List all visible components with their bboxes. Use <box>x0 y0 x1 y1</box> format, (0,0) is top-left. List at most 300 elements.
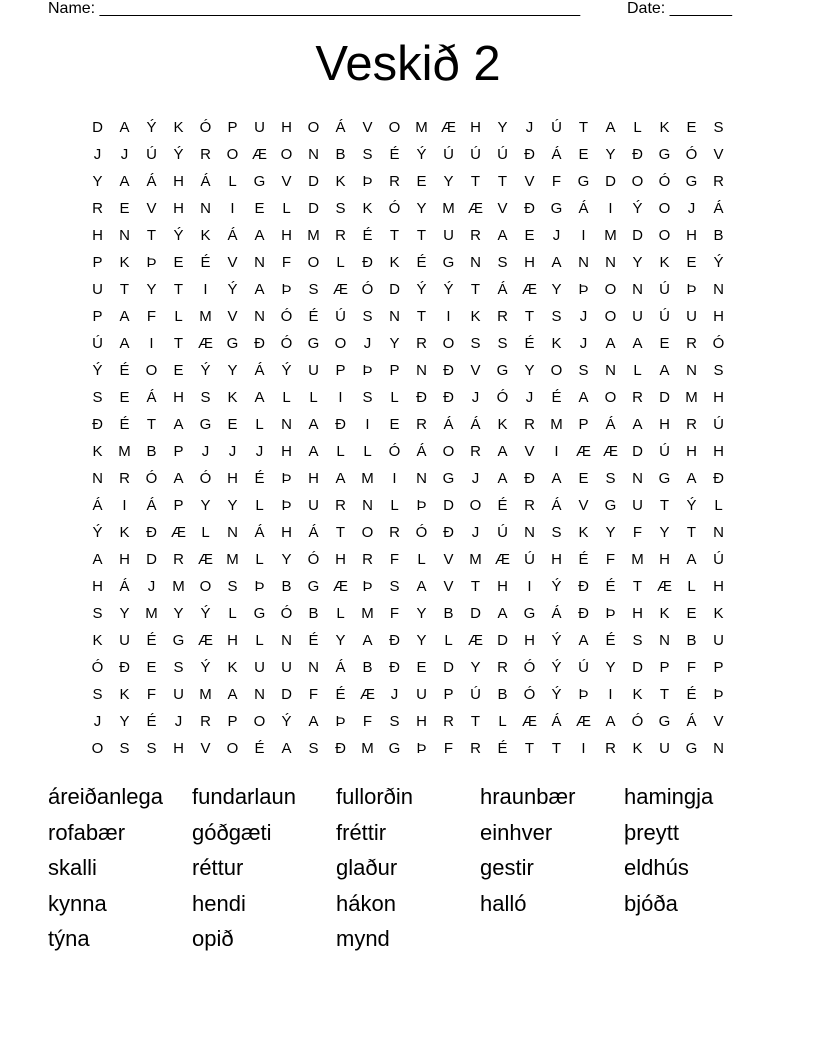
grid-letter: G <box>199 416 212 433</box>
grid-letter: R <box>362 551 373 568</box>
grid-letter: A <box>686 551 697 568</box>
grid-letter: N <box>92 470 103 487</box>
grid-letter: N <box>254 308 265 325</box>
grid-letter: O <box>307 119 320 136</box>
grid-letter: I <box>365 416 370 433</box>
grid-letter: J <box>228 443 237 460</box>
grid-letter: H <box>713 578 724 595</box>
grid-letter: S <box>551 524 562 541</box>
grid-letter: V <box>281 173 292 190</box>
grid-letter: F <box>551 173 562 190</box>
grid-letter: A <box>335 470 346 487</box>
grid-letter: F <box>389 605 400 622</box>
grid-letter: R <box>173 551 184 568</box>
grid-letter: T <box>470 578 481 595</box>
grid-letter: S <box>713 362 724 379</box>
grid-letter: U <box>416 686 427 703</box>
grid-letter: Ú <box>713 416 724 433</box>
grid-letter: J <box>147 578 156 595</box>
grid-letter: J <box>390 686 399 703</box>
grid-letter: P <box>335 362 346 379</box>
grid-letter: V <box>497 200 508 217</box>
grid-letter: J <box>579 335 588 352</box>
grid-letter: H <box>659 551 670 568</box>
grid-letter: Á <box>497 281 508 298</box>
grid-letter: É <box>119 416 130 433</box>
grid-letter: O <box>604 389 617 406</box>
grid-letter: V <box>443 578 454 595</box>
grid-letter: Ð <box>335 740 346 757</box>
grid-letter: K <box>659 254 670 271</box>
grid-letter: Ú <box>146 146 157 163</box>
grid-letter: R <box>335 227 346 244</box>
grid-letter: S <box>551 308 562 325</box>
grid-letter: G <box>577 173 590 190</box>
grid-letter: U <box>713 632 724 649</box>
grid-letter: U <box>308 497 319 514</box>
grid-letter: Ú <box>470 146 481 163</box>
grid-letter: I <box>392 470 397 487</box>
grid-letter: Y <box>659 524 670 541</box>
grid-letter: L <box>336 254 345 271</box>
grid-letter: I <box>608 200 613 217</box>
grid-letter: M <box>685 389 698 406</box>
grid-letter: Á <box>551 497 562 514</box>
grid-letter: Ó <box>280 605 293 622</box>
grid-letter: K <box>335 173 346 190</box>
grid-letter: A <box>686 470 697 487</box>
grid-letter: P <box>227 119 238 136</box>
grid-letter: Ð <box>416 389 427 406</box>
grid-letter: Ð <box>362 254 373 271</box>
grid-letter: M <box>550 416 563 433</box>
grid-letter: Y <box>605 146 616 163</box>
grid-letter: M <box>172 578 185 595</box>
grid-letter: M <box>199 686 212 703</box>
grid-letter: R <box>713 173 724 190</box>
grid-letter: G <box>253 173 266 190</box>
grid-letter: T <box>416 308 427 325</box>
grid-letter: K <box>92 632 103 649</box>
grid-letter: H <box>713 389 724 406</box>
grid-letter: H <box>551 551 562 568</box>
grid-letter: Ý <box>551 659 562 676</box>
grid-letter: H <box>227 632 238 649</box>
grid-letter: T <box>146 227 157 244</box>
grid-letter: V <box>470 362 481 379</box>
grid-letter: K <box>632 686 643 703</box>
grid-letter: Ó <box>415 524 428 541</box>
grid-letter: F <box>443 740 454 757</box>
grid-letter: R <box>686 416 697 433</box>
grid-letter: M <box>604 227 617 244</box>
grid-letter: N <box>632 281 643 298</box>
grid-letter: L <box>255 551 264 568</box>
grid-letter: L <box>228 173 237 190</box>
word-list-item: hendi <box>192 890 246 916</box>
grid-letter: J <box>93 713 102 730</box>
grid-letter: E <box>227 416 238 433</box>
grid-letter: Ó <box>388 200 401 217</box>
grid-letter: R <box>470 740 481 757</box>
grid-letter: A <box>119 308 130 325</box>
grid-letter: I <box>230 200 235 217</box>
grid-letter: Þ <box>146 254 157 271</box>
grid-letter: E <box>686 254 697 271</box>
grid-letter: N <box>578 254 589 271</box>
grid-letter: H <box>632 605 643 622</box>
grid-letter: B <box>362 659 373 676</box>
grid-letter: Ó <box>199 470 212 487</box>
grid-letter: H <box>173 173 184 190</box>
grid-letter: G <box>496 362 509 379</box>
grid-letter: N <box>308 146 319 163</box>
grid-letter: H <box>173 389 184 406</box>
grid-letter: N <box>416 470 427 487</box>
grid-letter: Y <box>524 362 535 379</box>
grid-letter: Æ <box>360 686 375 703</box>
grid-letter: Æ <box>603 443 618 460</box>
grid-letter: Ý <box>200 362 211 379</box>
date-field-line: Date: _______ <box>627 0 732 17</box>
grid-letter: T <box>335 524 346 541</box>
grid-letter: S <box>92 686 103 703</box>
grid-letter: A <box>497 227 508 244</box>
grid-letter: H <box>92 578 103 595</box>
grid-letter: N <box>713 740 724 757</box>
grid-letter: Æ <box>198 632 213 649</box>
grid-letter: P <box>659 659 670 676</box>
grid-letter: K <box>659 605 670 622</box>
grid-letter: J <box>525 119 534 136</box>
grid-letter: U <box>308 362 319 379</box>
grid-letter: D <box>632 443 643 460</box>
grid-letter: Y <box>119 713 130 730</box>
grid-letter: L <box>282 389 291 406</box>
grid-letter: L <box>714 497 723 514</box>
word-list-item: fréttir <box>336 819 387 845</box>
grid-letter: Ý <box>551 632 562 649</box>
grid-letter: T <box>632 578 643 595</box>
grid-letter: É <box>308 632 319 649</box>
grid-letter: Y <box>200 497 211 514</box>
grid-letter: O <box>361 524 374 541</box>
grid-letter: Æ <box>333 578 348 595</box>
grid-letter: Þ <box>416 497 427 514</box>
grid-letter: N <box>362 497 373 514</box>
grid-letter: Ý <box>416 281 427 298</box>
grid-letter: Þ <box>605 605 616 622</box>
grid-letter: J <box>471 389 480 406</box>
grid-letter: J <box>120 146 129 163</box>
word-list-item: glaður <box>336 855 398 880</box>
grid-letter: N <box>713 524 724 541</box>
page-title: Veskið 2 <box>315 37 501 91</box>
grid-letter: B <box>335 146 346 163</box>
grid-letter: Ð <box>524 200 535 217</box>
grid-letter: T <box>578 119 589 136</box>
grid-letter: Y <box>119 605 130 622</box>
grid-letter: K <box>713 605 724 622</box>
grid-letter: K <box>227 659 238 676</box>
grid-letter: L <box>417 551 426 568</box>
grid-letter: O <box>550 362 563 379</box>
grid-letter: Á <box>551 713 562 730</box>
grid-letter: Æ <box>522 281 537 298</box>
grid-letter: Þ <box>416 740 427 757</box>
grid-letter: A <box>254 227 265 244</box>
grid-letter: R <box>416 416 427 433</box>
grid-letter: N <box>254 686 265 703</box>
grid-letter: É <box>605 578 616 595</box>
grid-letter: E <box>254 200 265 217</box>
grid-letter: Ý <box>632 200 643 217</box>
grid-letter: Á <box>146 173 157 190</box>
grid-letter: V <box>362 119 373 136</box>
grid-letter: J <box>471 524 480 541</box>
grid-letter: S <box>497 335 508 352</box>
grid-letter: D <box>281 686 292 703</box>
grid-letter: G <box>550 200 563 217</box>
grid-letter: N <box>254 254 265 271</box>
grid-letter: M <box>361 740 374 757</box>
grid-letter: R <box>524 416 535 433</box>
grid-letter: O <box>631 173 644 190</box>
grid-letter: L <box>282 200 291 217</box>
grid-letter: B <box>443 605 454 622</box>
word-list-item: kynna <box>48 890 107 916</box>
grid-letter: R <box>200 713 211 730</box>
grid-letter: K <box>92 443 103 460</box>
grid-letter: U <box>686 308 697 325</box>
grid-letter: U <box>443 227 454 244</box>
grid-letter: H <box>281 227 292 244</box>
word-list-item: halló <box>480 890 527 916</box>
word-list-item: hraunbær <box>480 784 576 809</box>
header <box>48 0 748 20</box>
grid-letter: I <box>554 443 559 460</box>
grid-letter: N <box>713 281 724 298</box>
grid-letter: P <box>443 686 454 703</box>
grid-letter: O <box>91 740 104 757</box>
grid-letter: H <box>659 416 670 433</box>
grid-letter: A <box>497 470 508 487</box>
grid-letter: H <box>713 443 724 460</box>
grid-letter: I <box>608 686 613 703</box>
grid-letter: P <box>578 416 589 433</box>
grid-letter: A <box>119 173 130 190</box>
grid-letter: H <box>92 227 103 244</box>
grid-letter: J <box>201 443 210 460</box>
grid-letter: Y <box>227 362 238 379</box>
grid-letter: V <box>713 713 724 730</box>
grid-letter: K <box>659 119 670 136</box>
grid-letter: G <box>442 470 455 487</box>
grid-letter: E <box>659 335 670 352</box>
grid-letter: P <box>173 497 184 514</box>
grid-letter: É <box>551 389 562 406</box>
grid-letter: A <box>605 713 616 730</box>
grid-letter: Y <box>146 281 157 298</box>
grid-letter: Ú <box>497 524 508 541</box>
grid-letter: G <box>658 713 671 730</box>
grid-letter: B <box>497 686 508 703</box>
grid-letter: H <box>524 632 535 649</box>
grid-letter: K <box>119 524 130 541</box>
grid-letter: O <box>604 281 617 298</box>
grid-letter: Y <box>335 632 346 649</box>
grid-letter: L <box>498 713 507 730</box>
grid-letter: Ó <box>91 659 104 676</box>
grid-letter: N <box>605 254 616 271</box>
word-list-item: skalli <box>48 855 97 880</box>
grid-letter: Ý <box>686 497 697 514</box>
grid-letter: Æ <box>252 146 267 163</box>
grid-letter: Ó <box>307 551 320 568</box>
grid-letter: Á <box>146 389 157 406</box>
grid-letter: A <box>605 119 616 136</box>
grid-letter: A <box>497 443 508 460</box>
grid-letter: Ý <box>146 119 157 136</box>
grid-letter: T <box>551 740 562 757</box>
grid-letter: A <box>173 470 184 487</box>
grid-letter: Æ <box>468 200 483 217</box>
grid-letter: Á <box>146 497 157 514</box>
grid-letter: E <box>524 227 535 244</box>
grid-letter: Ú <box>659 308 670 325</box>
grid-letter: F <box>632 524 643 541</box>
word-list <box>48 779 768 957</box>
grid-letter: D <box>443 659 454 676</box>
grid-letter: B <box>146 443 157 460</box>
grid-letter: A <box>578 389 589 406</box>
grid-letter: Ý <box>200 605 211 622</box>
grid-letter: Ð <box>146 524 157 541</box>
grid-letter: A <box>119 335 130 352</box>
grid-letter: V <box>227 308 238 325</box>
grid-letter: Ý <box>92 524 103 541</box>
word-list-item: áreiðanlega <box>48 784 163 809</box>
grid-letter: Ú <box>578 659 589 676</box>
grid-letter: O <box>388 119 401 136</box>
grid-letter: Ú <box>713 551 724 568</box>
grid-letter: P <box>389 362 400 379</box>
grid-letter: Ý <box>443 281 454 298</box>
grid-letter: S <box>92 389 103 406</box>
grid-letter: É <box>146 713 157 730</box>
grid-letter: É <box>497 740 508 757</box>
grid-letter: T <box>497 173 508 190</box>
grid-letter: B <box>308 605 319 622</box>
grid-letter: H <box>686 443 697 460</box>
grid-letter: V <box>524 443 535 460</box>
grid-letter: Á <box>578 200 589 217</box>
grid-letter: G <box>658 146 671 163</box>
grid-letter: N <box>119 227 130 244</box>
grid-letter: Ý <box>227 281 238 298</box>
grid-letter: S <box>92 605 103 622</box>
grid-letter: Ð <box>389 632 400 649</box>
grid-letter: V <box>443 551 454 568</box>
grid-letter: Y <box>281 551 292 568</box>
word-list-item: rofabær <box>48 819 126 845</box>
grid-letter: Æ <box>522 713 537 730</box>
grid-letter: Ú <box>659 281 670 298</box>
grid-letter: Æ <box>468 632 483 649</box>
grid-letter: T <box>686 524 697 541</box>
grid-letter: L <box>363 443 372 460</box>
grid-letter: E <box>146 659 157 676</box>
grid-letter: Ð <box>524 470 535 487</box>
grid-letter: K <box>497 416 508 433</box>
grid-letter: K <box>578 524 589 541</box>
grid-letter: V <box>713 146 724 163</box>
grid-letter: O <box>442 335 455 352</box>
grid-letter: Þ <box>362 578 373 595</box>
grid-letter: J <box>579 308 588 325</box>
grid-letter: Ó <box>658 173 671 190</box>
grid-letter: Ð <box>578 578 589 595</box>
grid-letter: Á <box>92 497 103 514</box>
grid-letter: Ú <box>524 551 535 568</box>
grid-letter: A <box>362 632 373 649</box>
grid-letter: É <box>362 227 373 244</box>
grid-letter: M <box>469 551 482 568</box>
grid-letter: O <box>280 146 293 163</box>
grid-letter: Á <box>551 146 562 163</box>
grid-letter: D <box>470 605 481 622</box>
grid-letter: R <box>524 497 535 514</box>
grid-letter: D <box>632 659 643 676</box>
grid-letter: Y <box>605 524 616 541</box>
word-list-item: fullorðin <box>336 784 414 809</box>
grid-letter: F <box>362 713 373 730</box>
grid-letter: Ý <box>281 362 292 379</box>
grid-letter: H <box>308 470 319 487</box>
grid-letter: É <box>524 335 535 352</box>
grid-letter: G <box>226 335 239 352</box>
grid-letter: J <box>552 227 561 244</box>
grid-letter: Á <box>605 416 616 433</box>
word-list-item: réttur <box>192 855 244 880</box>
grid-letter: B <box>281 578 292 595</box>
grid-letter: U <box>92 281 103 298</box>
grid-letter: J <box>471 470 480 487</box>
grid-letter: Ú <box>659 443 670 460</box>
word-list-item: gestir <box>480 855 534 880</box>
grid-letter: B <box>686 632 697 649</box>
grid-letter: A <box>605 335 616 352</box>
grid-letter: L <box>255 497 264 514</box>
grid-letter: U <box>632 497 643 514</box>
name-field-line: Name: ______________________________________________________ <box>48 0 581 17</box>
word-list-item: opið <box>192 926 234 951</box>
grid-letter: T <box>470 281 481 298</box>
grid-letter: P <box>92 254 103 271</box>
grid-letter: J <box>255 443 264 460</box>
grid-letter: O <box>442 443 455 460</box>
grid-letter: M <box>415 119 428 136</box>
word-list-item: bjóða <box>624 890 678 916</box>
grid-letter: N <box>416 362 427 379</box>
grid-letter: Ú <box>92 335 103 352</box>
grid-letter: O <box>307 254 320 271</box>
grid-letter: I <box>122 497 127 514</box>
grid-letter: A <box>308 713 319 730</box>
grid-letter: R <box>200 146 211 163</box>
grid-letter: Þ <box>281 497 292 514</box>
grid-letter: Þ <box>281 470 292 487</box>
